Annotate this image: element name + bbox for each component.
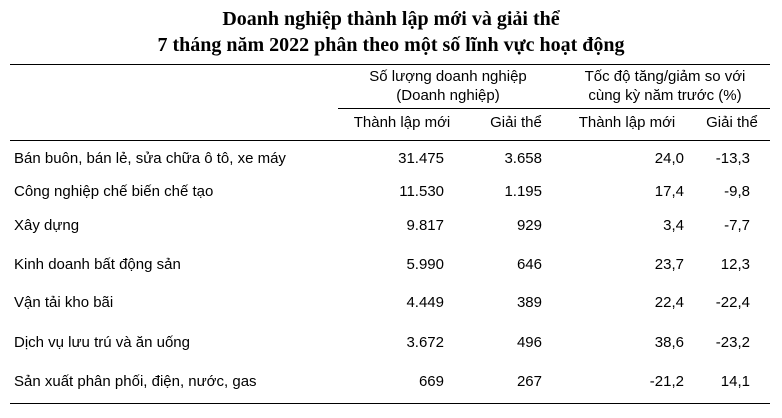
row-7-new-pct: -21,2 xyxy=(649,373,684,390)
header-group-rate-line-2: cùng kỳ năm trước (%) xyxy=(588,87,742,104)
row-6-new: 3.672 xyxy=(406,334,444,351)
bottom-rule xyxy=(10,403,770,404)
row-4-dissolved-pct: 12,3 xyxy=(720,256,750,273)
row-2-dissolved: 1.195 xyxy=(504,183,542,200)
subheader-new-rate: Thành lập mới xyxy=(578,114,676,131)
row-3-dissolved: 929 xyxy=(516,217,542,234)
row-5-new-pct: 22,4 xyxy=(654,294,684,311)
header-group-count-line-2: (Doanh nghiệp) xyxy=(396,87,500,104)
row-1-dissolved: 3.658 xyxy=(504,150,542,167)
top-rule xyxy=(10,64,770,65)
row-2-new: 11.530 xyxy=(399,183,444,200)
row-4-new: 5.990 xyxy=(406,256,444,273)
row-5-label: Vận tải kho bãi xyxy=(14,294,114,311)
title-line-2: 7 tháng năm 2022 phân theo một số lĩnh vực hoạt động xyxy=(157,34,625,56)
group-header-rule xyxy=(338,108,770,109)
row-1-new-pct: 24,0 xyxy=(654,150,684,167)
row-6-new-pct: 38,6 xyxy=(654,334,684,351)
row-7-dissolved-pct: 14,1 xyxy=(720,373,750,390)
row-2-new-pct: 17,4 xyxy=(654,183,684,200)
header-group-rate xyxy=(560,67,770,105)
subheader-rule xyxy=(10,140,770,141)
row-2-dissolved-pct: -9,8 xyxy=(724,183,750,200)
subheader-dissolved-count: Giải thể xyxy=(490,114,542,131)
table-title xyxy=(0,6,782,58)
row-7-new: 669 xyxy=(418,373,444,390)
row-3-new: 9.817 xyxy=(406,217,444,234)
row-5-dissolved: 389 xyxy=(516,294,542,311)
header-group-count xyxy=(338,67,558,105)
header-group-rate-line-1: Tốc độ tăng/giảm so với xyxy=(584,68,746,85)
row-3-dissolved-pct: -7,7 xyxy=(724,217,750,234)
row-6-label: Dịch vụ lưu trú và ăn uống xyxy=(14,334,190,351)
row-3-label: Xây dựng xyxy=(14,217,80,234)
row-3-new-pct: 3,4 xyxy=(663,217,684,234)
subheader-dissolved-rate: Giải thể xyxy=(706,114,758,131)
row-4-label: Kinh doanh bất động sản xyxy=(14,256,181,273)
row-4-dissolved: 646 xyxy=(516,256,542,273)
row-4-new-pct: 23,7 xyxy=(654,256,684,273)
header-group-count-line-1: Số lượng doanh nghiệp xyxy=(369,68,527,85)
row-5-new: 4.449 xyxy=(406,294,444,311)
row-1-new: 31.475 xyxy=(398,150,444,167)
subheader-new-count: Thành lập mới xyxy=(353,114,451,131)
row-7-dissolved: 267 xyxy=(516,373,542,390)
row-5-dissolved-pct: -22,4 xyxy=(715,294,750,311)
row-2-label: Công nghiệp chế biến chế tạo xyxy=(14,183,214,200)
row-7-label: Sản xuất phân phối, điện, nước, gas xyxy=(14,373,257,390)
row-6-dissolved-pct: -23,2 xyxy=(715,334,750,351)
title-line-1: Doanh nghiệp thành lập mới và giải thể xyxy=(222,8,560,30)
row-1-dissolved-pct: -13,3 xyxy=(715,150,750,167)
row-1-label: Bán buôn, bán lẻ, sửa chữa ô tô, xe máy xyxy=(14,150,286,167)
row-6-dissolved: 496 xyxy=(516,334,542,351)
